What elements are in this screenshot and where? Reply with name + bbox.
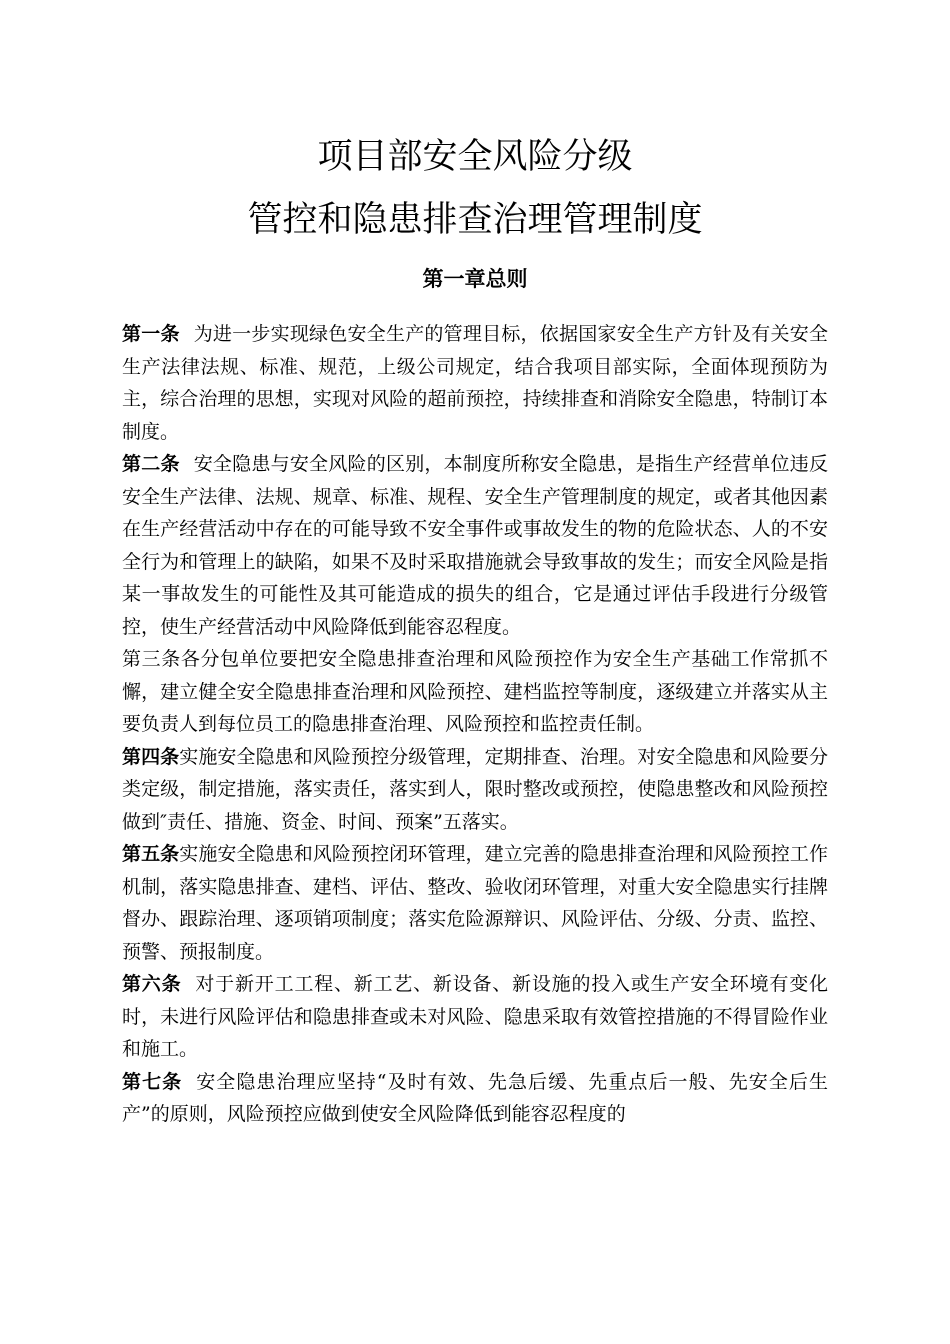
article-label: 第四条 [122, 745, 180, 768]
document-title-line1: 项目部安全风险分级 [317, 137, 633, 177]
article-2 [122, 448, 828, 643]
article-label: 第七条 [122, 1070, 183, 1093]
article-text: 第三条各分包单位要把安全隐患排查治理和风险预控作为安全生产基础工作常抓不懈，建立健全安全隐患排查治理和风险预控、建档监控等制度，逐级建立并落实从主要负责人到每位员工的隐患排查治理、风险预控和监控责任制。 [122, 648, 828, 735]
article-3 [122, 643, 828, 741]
article-5 [122, 838, 828, 968]
chapter-heading: 第一章总则 [422, 266, 528, 291]
article-6 [122, 968, 828, 1066]
article-1 [122, 318, 828, 448]
article-text: 为进一步实现绿色安全生产的管理目标，依据国家安全生产方针及有关安全生产法律法规、标准、规范，上级公司规定，结合我项目部实际，全面体现预防为主，综合治理的思想，实现对风险的超前预控，持续排查和消除安全隐患，特制订本制度。 [122, 323, 828, 443]
article-label: 第六条 [122, 973, 182, 995]
article-7 [122, 1066, 828, 1131]
article-4 [122, 741, 828, 839]
document-title-line2: 管控和隐患排查治理管理制度 [247, 200, 703, 240]
document-body [122, 318, 828, 1131]
article-label: 第五条 [122, 843, 180, 865]
article-text: 对于新开工工程、新工艺、新设备、新设施的投入或生产安全环境有变化时，未进行风险评估和隐患排查或未对风险、隐患采取有效管控措施的不得冒险作业和施工。 [122, 973, 828, 1060]
article-label: 第一条 [122, 323, 180, 345]
article-text: 安全隐患与安全风险的区别，本制度所称安全隐患，是指生产经营单位违反安全生产法律、法规、规章、标准、规程、安全生产管理制度的规定，或者其他因素在生产经营活动中存在的可能导致不安全事件或事故发生的物的危险状态、人的不安全行为和管理上的缺陷，如果不及时采取措施就会导致事故的发生；而安全风险是指某一事故发生的可能性及其可能造成的损失的组合，它是通过评估手段进行分级管控，使生产经营活动中风险降低到能容忍程度。 [122, 453, 828, 638]
article-text: 实施安全隐患和风险预控分级管理，定期排查、治理。对安全隐患和风险要分类定级，制定措施，落实责任，落实到人，限时整改或预控，使隐患整改和风险预控做到″责任、措施、资金、时间、预案”五落实。 [122, 745, 828, 833]
article-text: 实施安全隐患和风险预控闭环管理，建立完善的隐患排查治理和风险预控工作机制，落实隐患排查、建档、评估、整改、验收闭环管理，对重大安全隐患实行挂牌督办、跟踪治理、逐项销项制度；落实危险源辩识、风险评估、分级、分责、监控、预警、预报制度。 [122, 843, 828, 963]
article-text: 安全隐患治理应坚持“及时有效、先急后缓、先重点后一般、先安全后生产”的原则，风险预控应做到使安全风险降低到能容忍程度的 [122, 1070, 828, 1125]
article-label: 第二条 [122, 453, 180, 475]
